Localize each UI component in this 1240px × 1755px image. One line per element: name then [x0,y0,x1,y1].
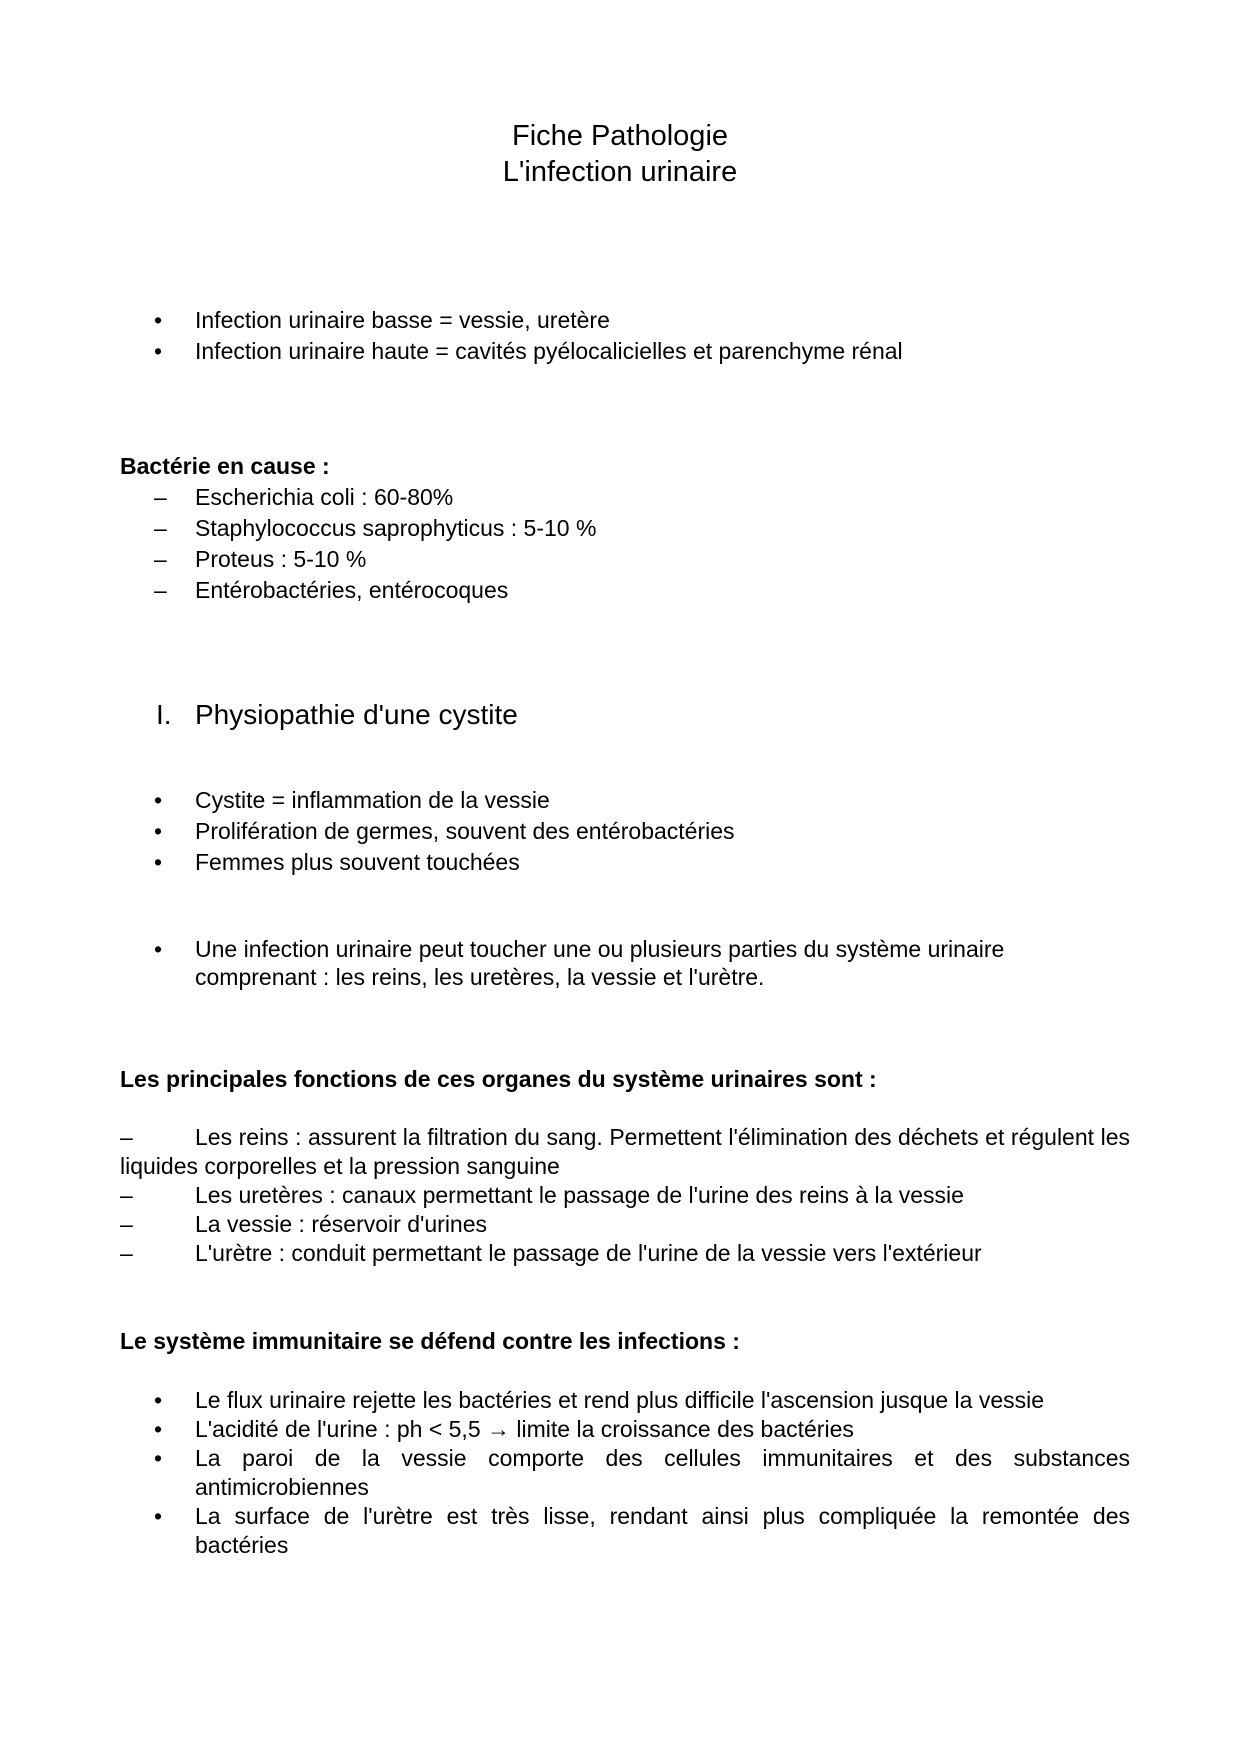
list-item-text: Infection urinaire basse = vessie, uretère [195,307,610,333]
dash-marker: – [154,515,167,541]
bullet-marker: • [154,1503,163,1529]
bullet-marker: • [154,1416,163,1442]
document-title [0,118,1240,190]
list-item [120,1502,1130,1560]
dash-marker: – [120,1240,133,1266]
list-item-text: La surface de l'urètre est très lisse, rendant ainsi plus compliquée la remontée des bactéries [195,1503,1130,1558]
list-item [120,482,1130,513]
list-item [120,935,1130,991]
bullet-marker: • [154,849,163,875]
list-item-text: Femmes plus souvent touchées [195,849,520,875]
intro-bullet-list [120,305,1130,367]
cystitis-bullet-list [120,785,1130,878]
dash-marker: – [154,546,167,572]
list-item-text: La vessie : réservoir d'urines [195,1211,488,1237]
list-item [120,544,1130,575]
dash-marker: – [120,1124,133,1150]
list-item-text: La paroi de la vessie comporte des cellules immunitaires et des substances antimicrobiennes [195,1445,1130,1500]
list-item-text: Staphylococcus saprophyticus : 5-10 % [195,515,597,541]
immune-bullet-list [120,1386,1130,1560]
bacteria-list [120,482,1130,606]
bullet-marker: • [154,307,163,333]
list-item [120,513,1130,544]
section-number: I. [156,699,172,730]
dash-marker: – [154,577,167,603]
list-item [120,575,1130,606]
list-item-text: Entérobactéries, entérocoques [195,577,509,603]
list-item-text: L'acidité de l'urine : ph < 5,5 → limite la croissance des bactéries [195,1416,854,1442]
list-item-text: Le flux urinaire rejette les bactéries et rend plus difficile l'ascension jusque la vessie [195,1387,1045,1413]
title-line-2: L'infection urinaire [502,156,738,188]
list-item-text: Une infection urinaire peut toucher une ou plusieurs parties du système urinaire comprenant : les reins, les uretères, la vessie et l'urètre. [195,936,1005,990]
list-item [120,1444,1130,1502]
list-item-text: Proteus : 5-10 % [195,546,367,572]
list-item [120,1415,1130,1444]
list-item-text: L'urètre : conduit permettant le passage de l'urine de la vessie vers l'extérieur [195,1240,982,1266]
dash-marker: – [154,484,167,510]
list-item-text: Cystite = inflammation de la vessie [195,787,550,813]
dash-marker: – [120,1182,133,1208]
list-item [120,785,1130,816]
list-item-text: Escherichia coli : 60-80% [195,484,454,510]
urinary-system-bullet [120,935,1130,991]
title-line-1: Fiche Pathologie [511,120,729,152]
list-item-text: Infection urinaire haute = cavités pyélocalicielles et parenchyme rénal [195,338,903,364]
list-item [120,1239,1130,1268]
list-item [120,1210,1130,1239]
dash-marker: – [120,1211,133,1237]
bullet-marker: • [154,1445,163,1471]
bullet-marker: • [154,338,163,364]
list-item-text: Les uretères : canaux permettant le passage de l'urine des reins à la vessie [195,1182,964,1208]
list-item-text: Prolifération de germes, souvent des entérobactéries [195,818,735,844]
immune-heading: Le système immunitaire se défend contre les infections : [120,1328,740,1354]
list-item [120,305,1130,336]
list-item [120,1123,1130,1181]
bullet-marker: • [154,1387,163,1413]
bullet-marker: • [154,787,163,813]
list-item-text: Les reins : assurent la filtration du sang. Permettent l'élimination des déchets et régulent les liquides corporelles et la pression sanguine [120,1124,1130,1179]
list-item [120,336,1130,367]
bullet-marker: • [154,936,163,962]
list-item [120,816,1130,847]
bullet-marker: • [154,818,163,844]
functions-heading: Les principales fonctions de ces organes du système urinaires sont : [120,1066,877,1092]
bacteria-heading: Bactérie en cause : [120,453,330,479]
section-title-text: Physiopathie d'une cystite [195,699,518,730]
list-item [120,847,1130,878]
functions-list [120,1123,1130,1268]
list-item [120,1386,1130,1415]
list-item [120,1181,1130,1210]
